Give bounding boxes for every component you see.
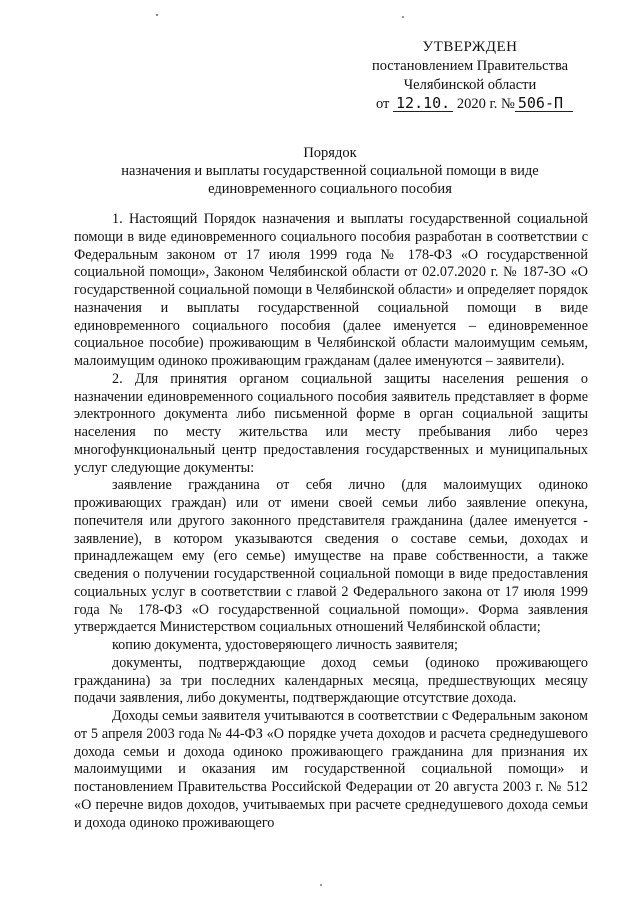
approval-line-2: Челябинской области	[403, 77, 537, 93]
handwritten-number: 506-П	[515, 95, 573, 112]
approval-stamp-block	[360, 38, 580, 114]
handwritten-date: 12.10.	[393, 95, 453, 112]
scan-speck	[156, 14, 158, 16]
approval-line-1: постановлением Правительства	[371, 58, 569, 74]
paragraph-2: 2. Для принятия органом социальной защиты населения решения о назначении единовременного социального пособия заявитель представляет в форме электронного документа либо письменной форме в орган социальной защиты населения по месту жительства или месту пребывания либо через многофункциональный центр предоставления государственных и муниципальных услуг следующие документы:	[74, 370, 588, 476]
scan-speck	[320, 884, 322, 886]
document-title	[80, 144, 580, 198]
paragraph-1: 1. Настоящий Порядок назначения и выплаты государственной социальной помощи в виде единовременного социального пособия разработан в соответствии с Федеральным законом от 17 июля 1999 года № 178-ФЗ «О государственной социальной помощи», Законом Челябинской области от 02.07.2020 г. № 187-ЗО «О государственной социальной помощи в Челябинской области» и определяет порядок назначения и выплаты государственной социальной помощи в виде единовременного социального пособия (далее именуется – единовременное социальное пособие) проживающим в Челябинской области малоимущим семьям, малоимущим одиноко проживающим гражданам (далее именуются – заявители).	[74, 211, 588, 369]
title-line-3: единовременного социального пособия	[208, 181, 452, 197]
paragraph-income-docs: документы, подтверждающие доход семьи (одиноко проживающего гражданина) за три последних календарных месяца, предшествующих месяцу подачи заявления, либо документы, подтверждающие отсутствие дохода.	[74, 654, 588, 707]
date-year: 2020 г. №	[456, 96, 515, 112]
scan-speck	[402, 16, 404, 18]
approval-date-line	[360, 95, 580, 114]
paragraph-application: заявление гражданина от себя лично (для малоимущих одиноко проживающих граждан) или от имени своей семьи либо заявление опекуна, попечителя или другого законного представителя гражданина (далее именуется - заявление), в котором указываются сведения о составе семьи, доходах и принадлежащем ему (его семье) имуществе на праве собственности, а также сведения о получении государственной социальной помощи в виде предоставления социальных услуг в соответствии с главой 2 Федерального закона от 17 июля 1999 года № 178-ФЗ «О государственной социальной помощи». Форма заявления утверждается Министерством социальных отношений Челябинской области;	[74, 477, 588, 636]
title-line-2: назначения и выплаты государственной социальной помощи в виде	[121, 163, 539, 179]
approval-header: УТВЕРЖДЕН	[422, 39, 518, 55]
paragraph-id-copy: копию документа, удостоверяющего личность заявителя;	[112, 637, 458, 653]
paragraph-income-accounting: Доходы семьи заявителя учитываются в соответствии с Федеральным законом от 5 апреля 2003 года № 44-ФЗ «О порядке учета доходов и расчета среднедушевого дохода семьи и дохода одиноко проживающего гражданина для признания их малоимущими и оказания им государственной социальной помощи» и постановлением Правительства Российской Федерации от 20 августа 2003 г. № 512 «О перечне видов доходов, учитываемых при расчете среднедушевого дохода семьи и дохода одиноко проживающего	[74, 708, 588, 831]
date-prefix: от	[376, 96, 390, 112]
title-line-1: Порядок	[303, 145, 357, 161]
document-body	[74, 211, 588, 832]
